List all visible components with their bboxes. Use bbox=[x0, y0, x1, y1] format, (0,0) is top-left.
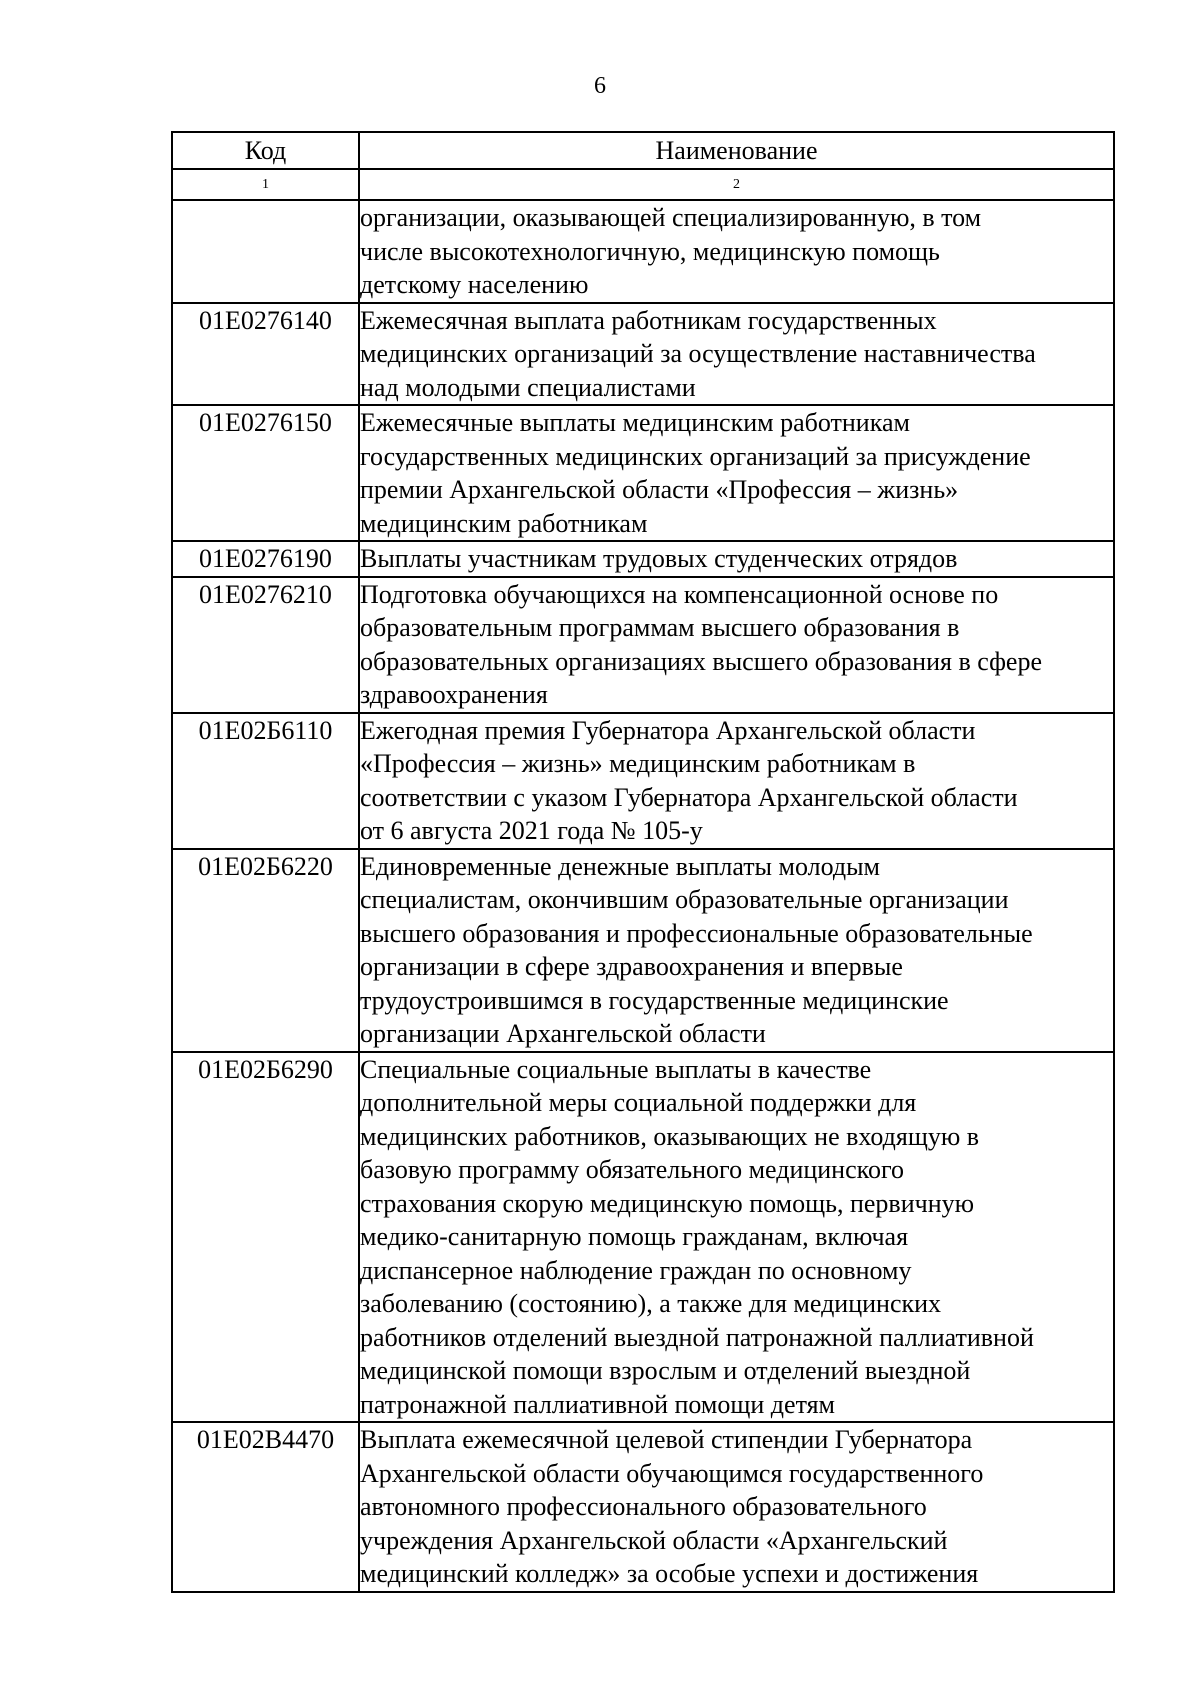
row-name-line: числе высокотехнологичную, медицинскую помощь bbox=[360, 236, 940, 266]
row-name-line: Выплаты участникам трудовых студенческих отрядов bbox=[360, 544, 958, 573]
row-name bbox=[359, 303, 1114, 406]
table-row bbox=[172, 1052, 1114, 1423]
row-code: 01Е02Б6110 bbox=[172, 713, 359, 849]
table-row bbox=[172, 577, 1114, 713]
table-row bbox=[172, 541, 1114, 577]
row-name bbox=[359, 405, 1114, 541]
row-name-line: медицинских работников, оказывающих не входящую в bbox=[360, 1121, 980, 1151]
row-name-line: диспансерное наблюдение граждан по основному bbox=[360, 1255, 912, 1285]
row-name-line: организации в сфере здравоохранения и впервые bbox=[360, 952, 903, 981]
row-code: 01Е02Б6220 bbox=[172, 849, 359, 1052]
row-name-line: учреждения Архангельской области «Архангельский bbox=[360, 1525, 948, 1555]
table-row bbox=[172, 1422, 1114, 1592]
table-body bbox=[172, 200, 1114, 1592]
row-name-line: организации Архангельской области bbox=[360, 1019, 766, 1048]
table-row bbox=[172, 849, 1114, 1052]
budget-codes-table bbox=[171, 131, 1115, 1593]
row-name-line: высшего образования и профессиональные образовательные bbox=[360, 918, 1033, 948]
row-name bbox=[359, 200, 1114, 303]
table-row bbox=[172, 200, 1114, 303]
header-code: Код bbox=[172, 132, 359, 169]
row-name-line: медицинским работникам bbox=[360, 508, 648, 538]
row-code: 01Е0276140 bbox=[172, 303, 359, 406]
row-code bbox=[172, 200, 359, 303]
row-name-line: работников отделений выездной патронажной паллиативной bbox=[360, 1322, 1034, 1352]
row-name-line: Ежемесячная выплата работникам государственных bbox=[360, 305, 937, 335]
row-name-line: медицинской помощи взрослым и отделений выездной bbox=[360, 1356, 971, 1385]
row-name-line: государственных медицинских организаций за присуждение bbox=[360, 441, 1031, 471]
row-name-line: патронажной паллиативной помощи детям bbox=[360, 1389, 836, 1419]
row-code: 01Е02Б6290 bbox=[172, 1052, 359, 1423]
table-row bbox=[172, 405, 1114, 541]
row-name-line: над молодыми специалистами bbox=[360, 372, 696, 402]
row-name-line: страхования скорую медицинскую помощь, первичную bbox=[360, 1188, 975, 1218]
row-name-line: Единовременные денежные выплаты молодым bbox=[360, 851, 881, 881]
row-name-line: детскому населению bbox=[360, 270, 589, 299]
row-name-line: заболеванию (состоянию), а также для медицинских bbox=[360, 1289, 942, 1318]
row-name-line: Ежегодная премия Губернатора Архангельской области bbox=[360, 715, 976, 745]
row-name-line: образовательных организациях высшего образования в сфере bbox=[360, 646, 1043, 676]
row-name bbox=[359, 713, 1114, 849]
row-name bbox=[359, 1052, 1114, 1423]
header-name: Наименование bbox=[359, 132, 1114, 169]
row-name-line: дополнительной меры социальной поддержки для bbox=[360, 1088, 917, 1117]
row-name-line: Архангельской области обучающимся государственного bbox=[360, 1458, 984, 1488]
row-name-line: Специальные социальные выплаты в качестве bbox=[360, 1054, 872, 1084]
row-name-line: «Профессия – жизнь» медицинским работникам в bbox=[360, 749, 916, 778]
column-number-1: 1 bbox=[172, 169, 359, 200]
column-number-row bbox=[172, 169, 1114, 200]
row-name-line: от 6 августа 2021 года № 105-у bbox=[360, 816, 703, 845]
row-name-line: Выплата ежемесячной целевой стипендии Губернатора bbox=[360, 1425, 973, 1454]
row-name-line: медико-санитарную помощь гражданам, включая bbox=[360, 1222, 909, 1251]
row-code: 01Е0276190 bbox=[172, 541, 359, 577]
row-code: 01Е0276150 bbox=[172, 405, 359, 541]
row-name-line: медицинский колледж» за особые успехи и достижения bbox=[360, 1559, 979, 1588]
row-name-line: здравоохранения bbox=[360, 680, 548, 709]
row-name bbox=[359, 541, 1114, 577]
row-name-line: базовую программу обязательного медицинского bbox=[360, 1155, 904, 1184]
row-name bbox=[359, 1422, 1114, 1592]
row-name-line: Подготовка обучающихся на компенсационной основе по bbox=[360, 579, 999, 609]
row-code: 01Е02В4470 bbox=[172, 1422, 359, 1592]
row-name bbox=[359, 849, 1114, 1052]
table-header-row bbox=[172, 132, 1114, 169]
row-name bbox=[359, 577, 1114, 713]
row-name-line: премии Архангельской области «Профессия – жизнь» bbox=[360, 475, 959, 504]
row-code: 01Е0276210 bbox=[172, 577, 359, 713]
row-name-line: соответствии с указом Губернатора Архангельской области bbox=[360, 782, 1018, 812]
row-name-line: организации, оказывающей специализированную, в том bbox=[360, 203, 982, 232]
table-row bbox=[172, 303, 1114, 406]
table-row bbox=[172, 713, 1114, 849]
row-name-line: автономного профессионального образовательного bbox=[360, 1492, 927, 1521]
page-number: 6 bbox=[594, 73, 606, 99]
row-name-line: Ежемесячные выплаты медицинским работникам bbox=[360, 408, 910, 437]
row-name-line: трудоустроившимся в государственные медицинские bbox=[360, 985, 949, 1015]
row-name-line: образовательным программам высшего образования в bbox=[360, 613, 960, 642]
row-name-line: специалистам, окончившим образовательные организации bbox=[360, 885, 1009, 914]
row-name-line: медицинских организаций за осуществление наставничества bbox=[360, 339, 1036, 368]
column-number-2: 2 bbox=[359, 169, 1114, 200]
